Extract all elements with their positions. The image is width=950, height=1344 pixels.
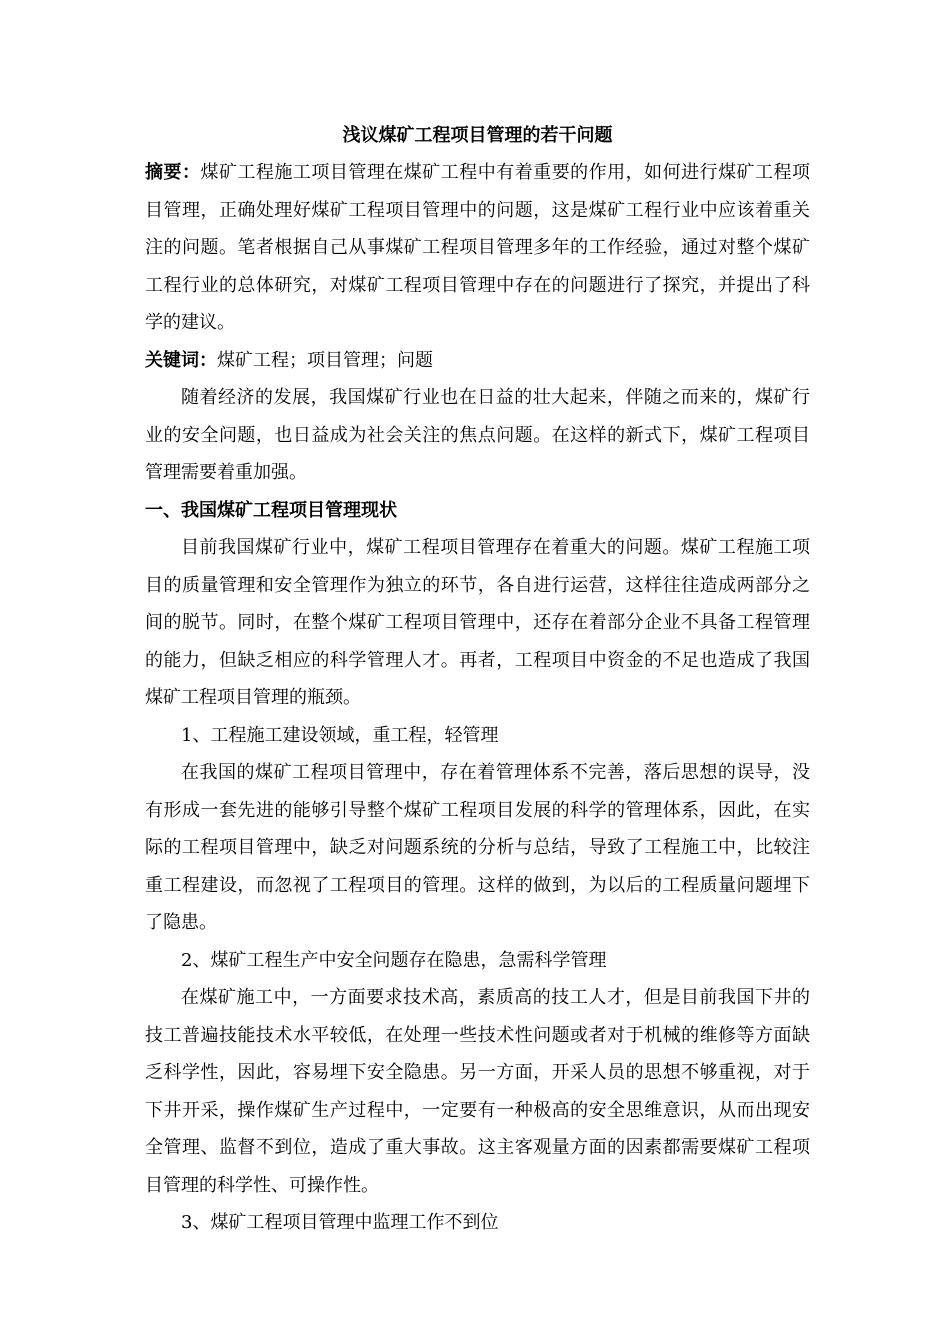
- abstract-text: 煤矿工程施工项目管理在煤矿工程中有着重要的作用，如何进行煤矿工程项目管理，正确处理好煤矿工程项目管理中的问题，这是煤矿工程行业中应该着重关注的问题。笔者根据自己从事煤矿工程项目管理多年的工作经验，通过对整个煤矿工程行业的总体研究，对煤矿工程项目管理中存在的问题进行了探究，并提出了科学的建议。: [145, 162, 811, 333]
- subsection1-heading: 1、工程施工建设领域，重工程，轻管理: [181, 724, 499, 746]
- section1-paragraph: 目前我国煤矿行业中，煤矿工程项目管理存在着重大的问题。煤矿工程施工项目的质量管理和安全管理作为独立的环节，各自进行运营，这样往往造成两部分之间的脱节。同时，在整个煤矿工程项目管理中，还存在着部分企业不具备工程管理的能力，但缺乏相应的科学管理人才。再者，工程项目中资金的不足也造成了我国煤矿工程项目管理的瓶颈。: [145, 537, 810, 708]
- section1-heading: 一、我国煤矿工程项目管理现状: [145, 499, 397, 521]
- keywords-text: 煤矿工程；项目管理；问题: [217, 349, 433, 371]
- subsection2-paragraph: 在煤矿施工中，一方面要求技术高，素质高的技工人才，但是目前我国下井的技工普遍技能技术水平较低，在处理一些技术性问题或者对于机械的维修等方面缺乏科学性，因此，容易埋下安全隐患。另一方面，开采人员的思想不够重视，对于下井开采，操作煤矿生产过程中，一定要有一种极高的安全思维意识，从而出现安全管理、监督不到位，造成了重大事故。这主客观量方面的因素都需要煤矿工程项目管理的科学性、可操作性。: [145, 987, 810, 1196]
- document-title: 浅议煤矿工程项目管理的若干问题: [342, 125, 613, 146]
- abstract-paragraph: [145, 154, 810, 342]
- abstract-label: 摘要：: [145, 162, 201, 183]
- intro-paragraph: 随着经济的发展，我国煤矿行业也在日益的壮大起来，伴随之而来的，煤矿行业的安全问题，也日益成为社会关注的焦点问题。在这样的新式下，煤矿工程项目管理需要着重加强。: [145, 387, 810, 483]
- subsection2-heading: 2、煤矿工程生产中安全问题存在隐患，急需科学管理: [181, 949, 607, 971]
- document-body: [145, 122, 810, 1242]
- subsection3-heading: 3、煤矿工程项目管理中监理工作不到位: [181, 1212, 499, 1233]
- subsection1-paragraph: 在我国的煤矿工程项目管理中，存在着管理体系不完善，落后思想的误导，没有形成一套先进的能够引导整个煤矿工程项目发展的科学的管理体系，因此，在实际的工程项目管理中，缺乏对问题系统的分析与总结，导致了工程施工中，比较注重工程建设，而忽视了工程项目的管理。这样的做到，为以后的工程质量问题埋下了隐患。: [145, 762, 810, 933]
- keywords-label: 关键词：: [145, 349, 217, 371]
- keywords-paragraph: [145, 342, 810, 380]
